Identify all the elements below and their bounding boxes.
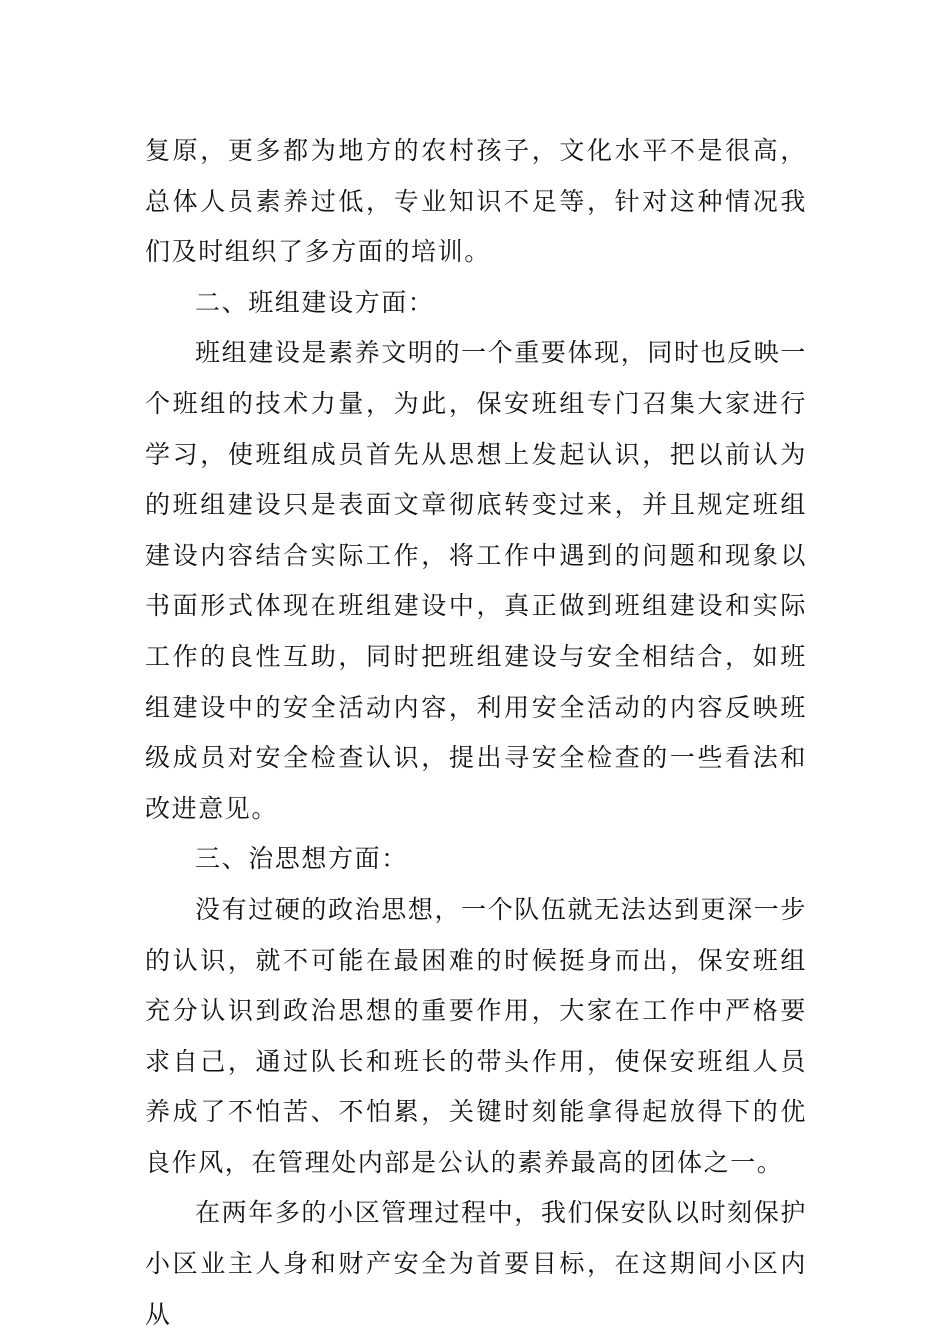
paragraph-1: 复原，更多都为地方的农村孩子，文化水平不是很高，总体人员素养过低，专业知识不足等，针对这种情况我们及时组织了多方面的培训。 <box>145 136 807 267</box>
section-heading-team-building: 二、班组建设方面： <box>195 287 435 317</box>
paragraph-community-management: 在两年多的小区管理过程中，我们保安队以时刻保护小区业主人身和财产安全为首要目标，在这期间小区内从 <box>145 1198 807 1329</box>
section-heading-political-thought: 三、治思想方面： <box>195 844 408 874</box>
document-body <box>145 126 807 1340</box>
paragraph-team-building: 班组建设是素养文明的一个重要体现，同时也反映一个班组的技术力量，为此，保安班组专门召集大家进行学习，使班组成员首先从思想上发起认识，把以前认为的班组建设只是表面文章彻底转变过来，并且规定班组建设内容结合实际工作，将工作中遇到的问题和现象以书面形式体现在班组建设中，真正做到班组建设和实际工作的良性互助，同时把班组建设与安全相结合，如班组建设中的安全活动内容，利用安全活动的内容反映班级成员对安全检查认识，提出寻安全检查的一些看法和改进意见。 <box>145 338 807 823</box>
paragraph-political-thought: 没有过硬的政治思想，一个队伍就无法达到更深一步的认识，就不可能在最困难的时候挺身而出，保安班组充分认识到政治思想的重要作用，大家在工作中严格要求自己，通过队长和班长的带头作用，使保安班组人员养成了不怕苦、不怕累，关键时刻能拿得起放得下的优良作风，在管理处内部是公认的素养最高的团体之一。 <box>145 894 807 1177</box>
